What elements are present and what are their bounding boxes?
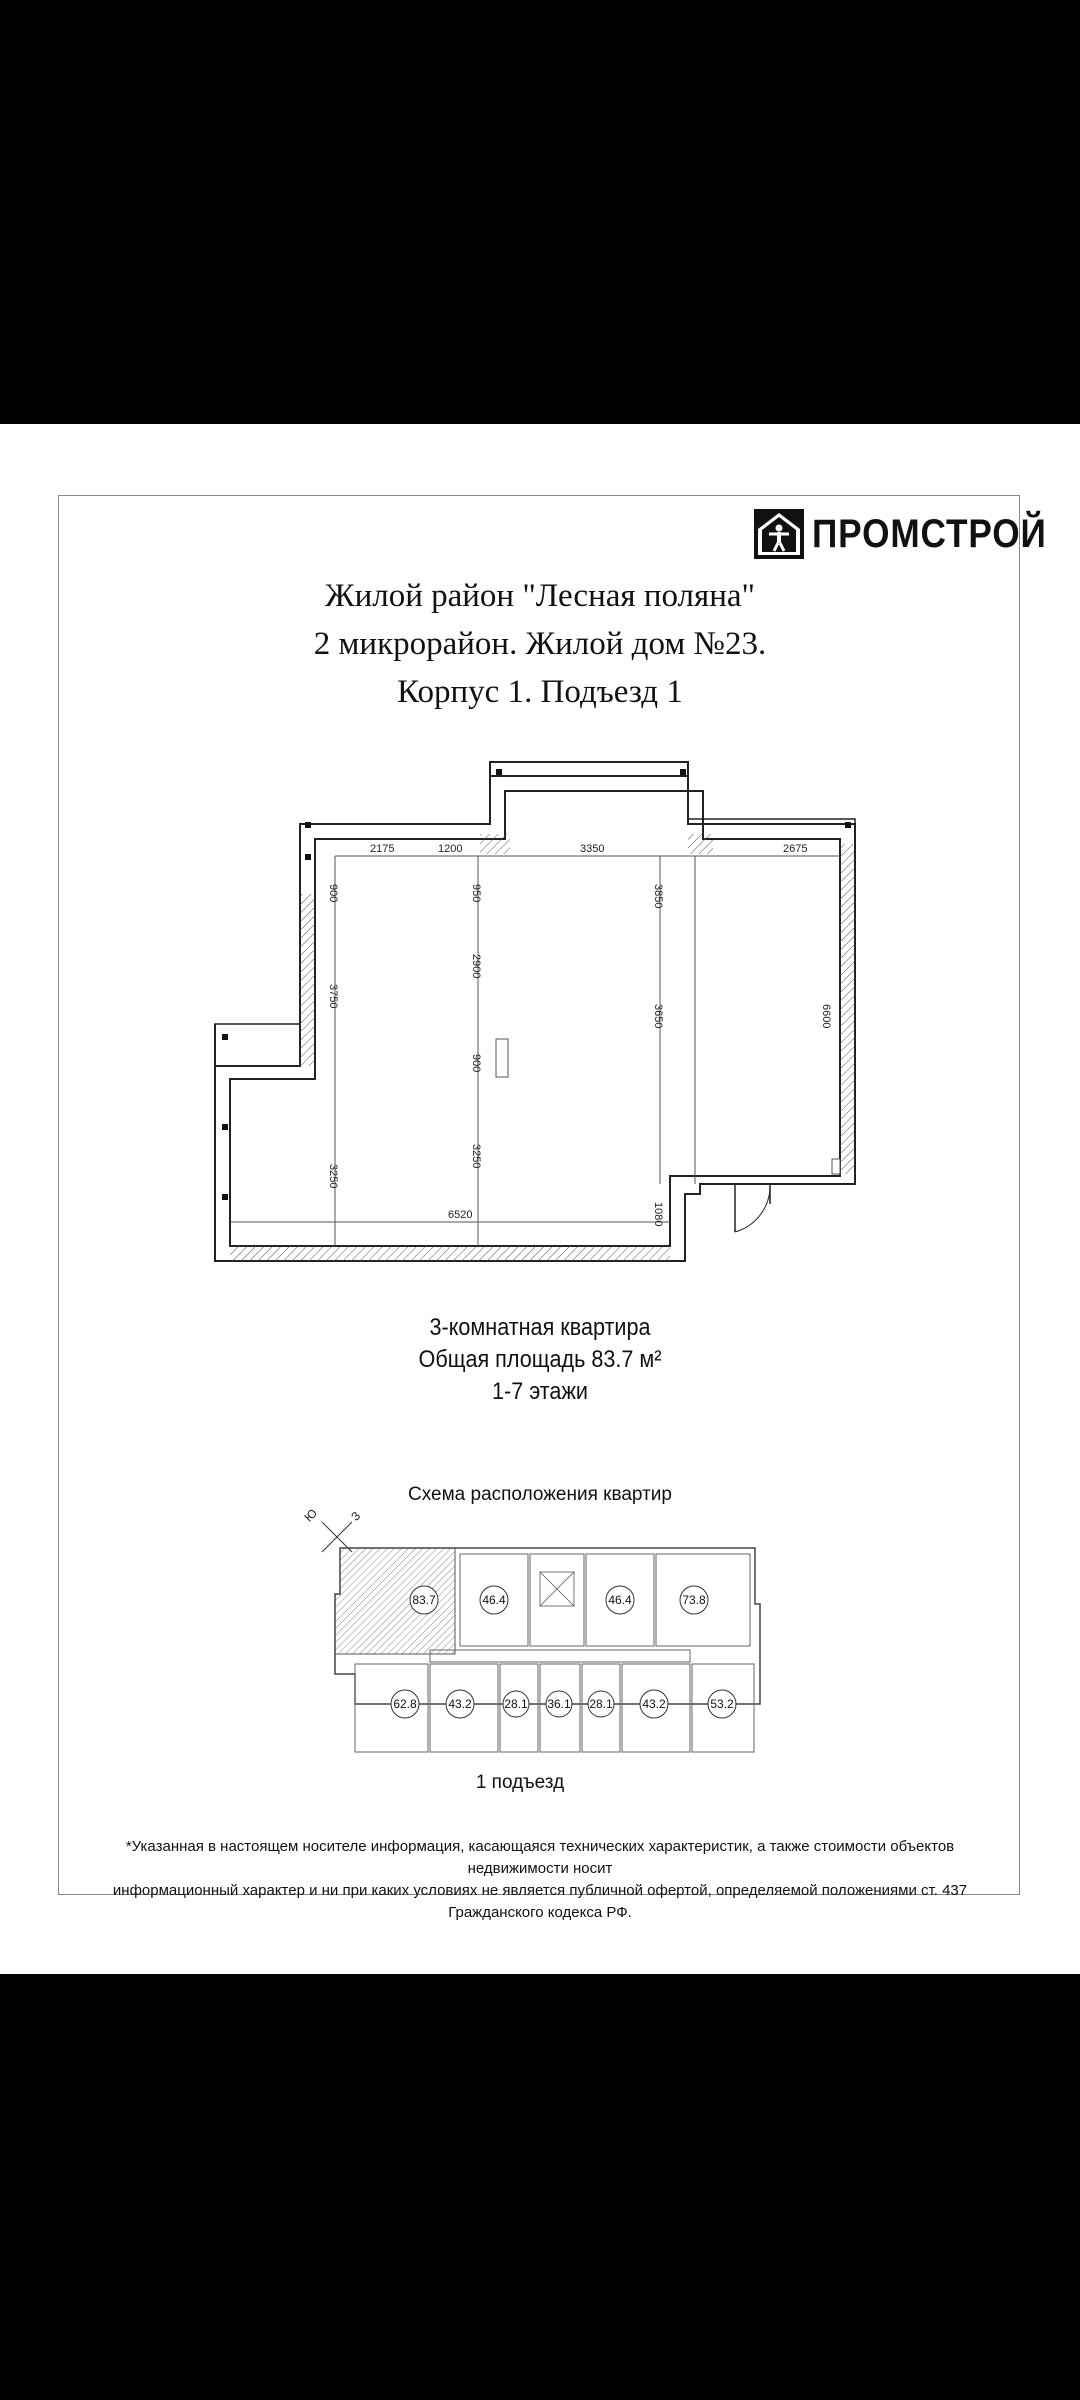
dim-label: 3350: [580, 843, 605, 855]
door-swing: [735, 1189, 770, 1232]
entrance-label: 1 подъезд: [475, 1772, 565, 1793]
wall-hatch-bottom: [230, 1246, 670, 1261]
unit-area: 43.2: [448, 1697, 472, 1711]
dim-label: 3850: [652, 884, 664, 909]
unit-area: 53.2: [710, 1697, 734, 1711]
document-page: [0, 424, 1080, 1974]
dim-label: 1200: [438, 843, 463, 855]
dim-label: 2175: [370, 843, 395, 855]
apartment-info: [54, 1312, 1026, 1408]
dim-label: 3750: [327, 984, 339, 1009]
title-line-1: Жилой район "Лесная поляна": [325, 578, 755, 614]
unit-area: 46.4: [608, 1593, 632, 1607]
unit-area: 83.7: [412, 1593, 436, 1607]
dim-label: 3650: [652, 1004, 664, 1029]
wall-hatch-right: [840, 844, 855, 1174]
disclaimer-line-2: информационный характер и ни при каких условиях не является публичной офертой, определяемой положениями ст. 437 Гражданского кодекса РФ.: [112, 1882, 968, 1921]
dim-label: 2900: [470, 954, 482, 979]
corner-block: [832, 1159, 840, 1174]
disclaimer-line-1: *Указанная в настоящем носителе информация, касающаяся технических характеристик, а также стоимости объектов недвижимости носит: [125, 1838, 955, 1877]
unit-area: 28.1: [589, 1697, 613, 1711]
dim-label: 1080: [652, 1202, 664, 1227]
dim-label: 2675: [783, 843, 808, 855]
dim-label: 6600: [820, 1004, 832, 1029]
dim-label: 6520: [448, 1209, 473, 1221]
window-markers: [222, 769, 851, 1200]
unit-area: 73.8: [682, 1593, 706, 1607]
staircase-icon: [540, 1572, 574, 1606]
unit-area: 43.2: [642, 1697, 666, 1711]
unit-area: 36.1: [547, 1697, 571, 1711]
stair-cell: [530, 1554, 584, 1646]
column: [496, 1039, 508, 1077]
wall-hatch-mid2: [688, 834, 713, 854]
inner-wall: [230, 791, 840, 1246]
wall-hatch-mid: [480, 834, 510, 854]
unit-area: 62.8: [393, 1697, 417, 1711]
corridor: [430, 1650, 690, 1662]
dim-label: 3250: [327, 1164, 339, 1189]
dim-label: 900: [327, 884, 339, 903]
apartment-floors: 1-7 этажи: [492, 1378, 588, 1405]
disclaimer: [80, 1836, 1000, 1924]
compass-south: Ю: [301, 1506, 320, 1525]
wall-hatch-left: [300, 894, 315, 1066]
apartment-type: 3-комнатная квартира: [429, 1314, 651, 1341]
unit-area: 46.4: [482, 1593, 506, 1607]
dim-label: 950: [470, 884, 482, 903]
balcony-top: [490, 762, 688, 776]
apartment-layout-scheme: [0, 1504, 1080, 1774]
dim-label: 3250: [470, 1144, 482, 1169]
scheme-title: Схема расположения квартир: [408, 1484, 672, 1505]
title-line-2: 2 микрорайон. Жилой дом №23.: [313, 626, 767, 662]
balcony-left: [215, 1024, 300, 1066]
dim-label: 900: [470, 1054, 482, 1073]
unit-area: 28.1: [504, 1697, 528, 1711]
floor-plan: [0, 424, 1080, 1324]
compass-icon: [302, 1506, 364, 1552]
compass-west: З: [348, 1508, 364, 1524]
apartment-area: Общая площадь 83.7 м²: [418, 1346, 662, 1373]
title-line-3: Корпус 1. Подъезд 1: [397, 674, 683, 710]
logo-text: ПРОМСТРОЙ: [812, 511, 1047, 556]
